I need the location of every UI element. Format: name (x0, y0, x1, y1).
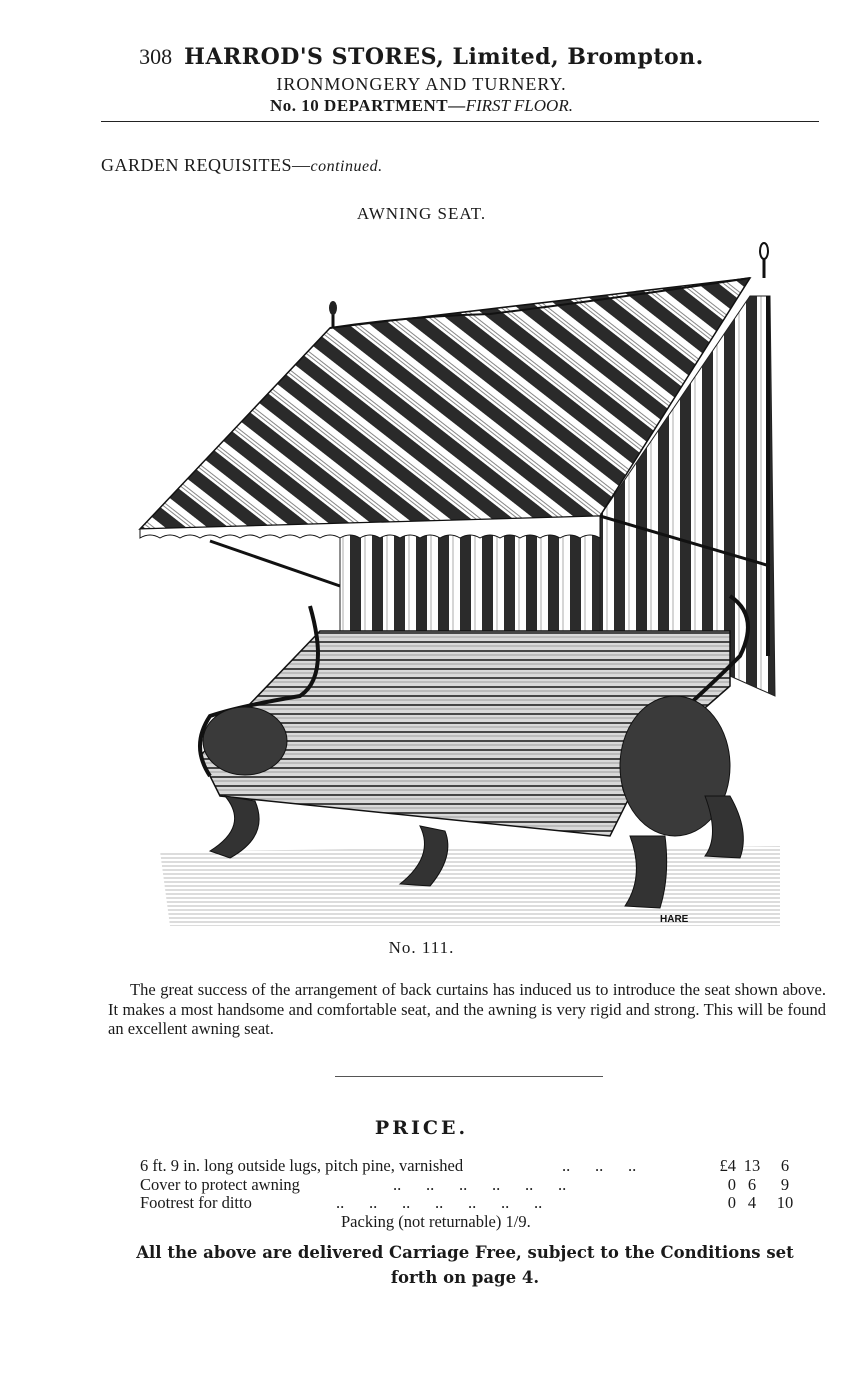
price-row (140, 1175, 800, 1194)
price-row-pence: 10 (776, 1193, 794, 1212)
price-heading: PRICE. (374, 1117, 469, 1139)
right-finial (760, 243, 768, 259)
delivery-notice-line-1: All the above are delivered Carriage Free, subject to the Conditions set (136, 1243, 794, 1262)
price-row-description: 6 ft. 9 in. long outside lugs, pitch pine, varnished (140, 1156, 464, 1175)
price-row-leader: .. .. .. .. .. .. .. (336, 1193, 543, 1212)
left-scroll-end (203, 707, 287, 775)
price-row-pounds: £4 (719, 1156, 736, 1175)
price-row-description: Footrest for ditto (140, 1193, 252, 1212)
page-header (0, 44, 843, 70)
front-stay-rod (210, 541, 340, 586)
department-number: No. 10 DEPARTMENT— (270, 96, 466, 115)
section-divider (335, 1076, 603, 1077)
awning-seat-illustration (130, 236, 790, 936)
department-line (0, 96, 843, 116)
department-subtitle: IRONMONGERY AND TURNERY. (276, 74, 567, 94)
left-finial (329, 301, 337, 315)
price-row-shillings: 13 (743, 1156, 761, 1175)
price-row-description: Cover to protect awning (140, 1175, 300, 1194)
delivery-notice-line-2: forth on page 4. (390, 1268, 540, 1287)
page-number: 308 (139, 44, 173, 69)
price-row (140, 1156, 800, 1175)
item-caption: No. 111. (388, 938, 455, 957)
price-row-leader: .. .. .. (562, 1156, 637, 1175)
price-row-leader: .. .. .. .. .. .. (393, 1175, 567, 1194)
illustration-signature: HARE (660, 914, 689, 925)
item-description: The great success of the arrangement of back curtains has induced us to introduce the seat shown above. It makes a most handsome and comfortable seat, and the awning is very rigid and strong. This will be found an excellent awning seat. (108, 980, 826, 1038)
section-name: GARDEN REQUISITES— (101, 155, 311, 175)
section-title (101, 155, 383, 176)
price-row-pounds: 0 (727, 1193, 736, 1212)
delivery-notice (100, 1240, 830, 1290)
price-row-pence: 6 (780, 1156, 790, 1175)
section-continued: continued. (310, 158, 383, 175)
bench-leg-rear-right (705, 796, 743, 858)
price-row-pence: 9 (780, 1175, 790, 1194)
packing-note: Packing (not returnable) 1/9. (341, 1212, 531, 1231)
price-row-pounds: 0 (727, 1175, 736, 1194)
department-floor: FIRST FLOOR. (465, 96, 573, 115)
price-row (140, 1193, 800, 1212)
item-title: AWNING SEAT. (356, 204, 487, 223)
store-name: HARROD'S STORES, Limited, Brompton. (184, 44, 704, 70)
price-row-shillings: 4 (747, 1193, 757, 1212)
bench-leg-front-left (210, 796, 259, 858)
header-rule (101, 121, 819, 122)
price-row-shillings: 6 (747, 1175, 757, 1194)
